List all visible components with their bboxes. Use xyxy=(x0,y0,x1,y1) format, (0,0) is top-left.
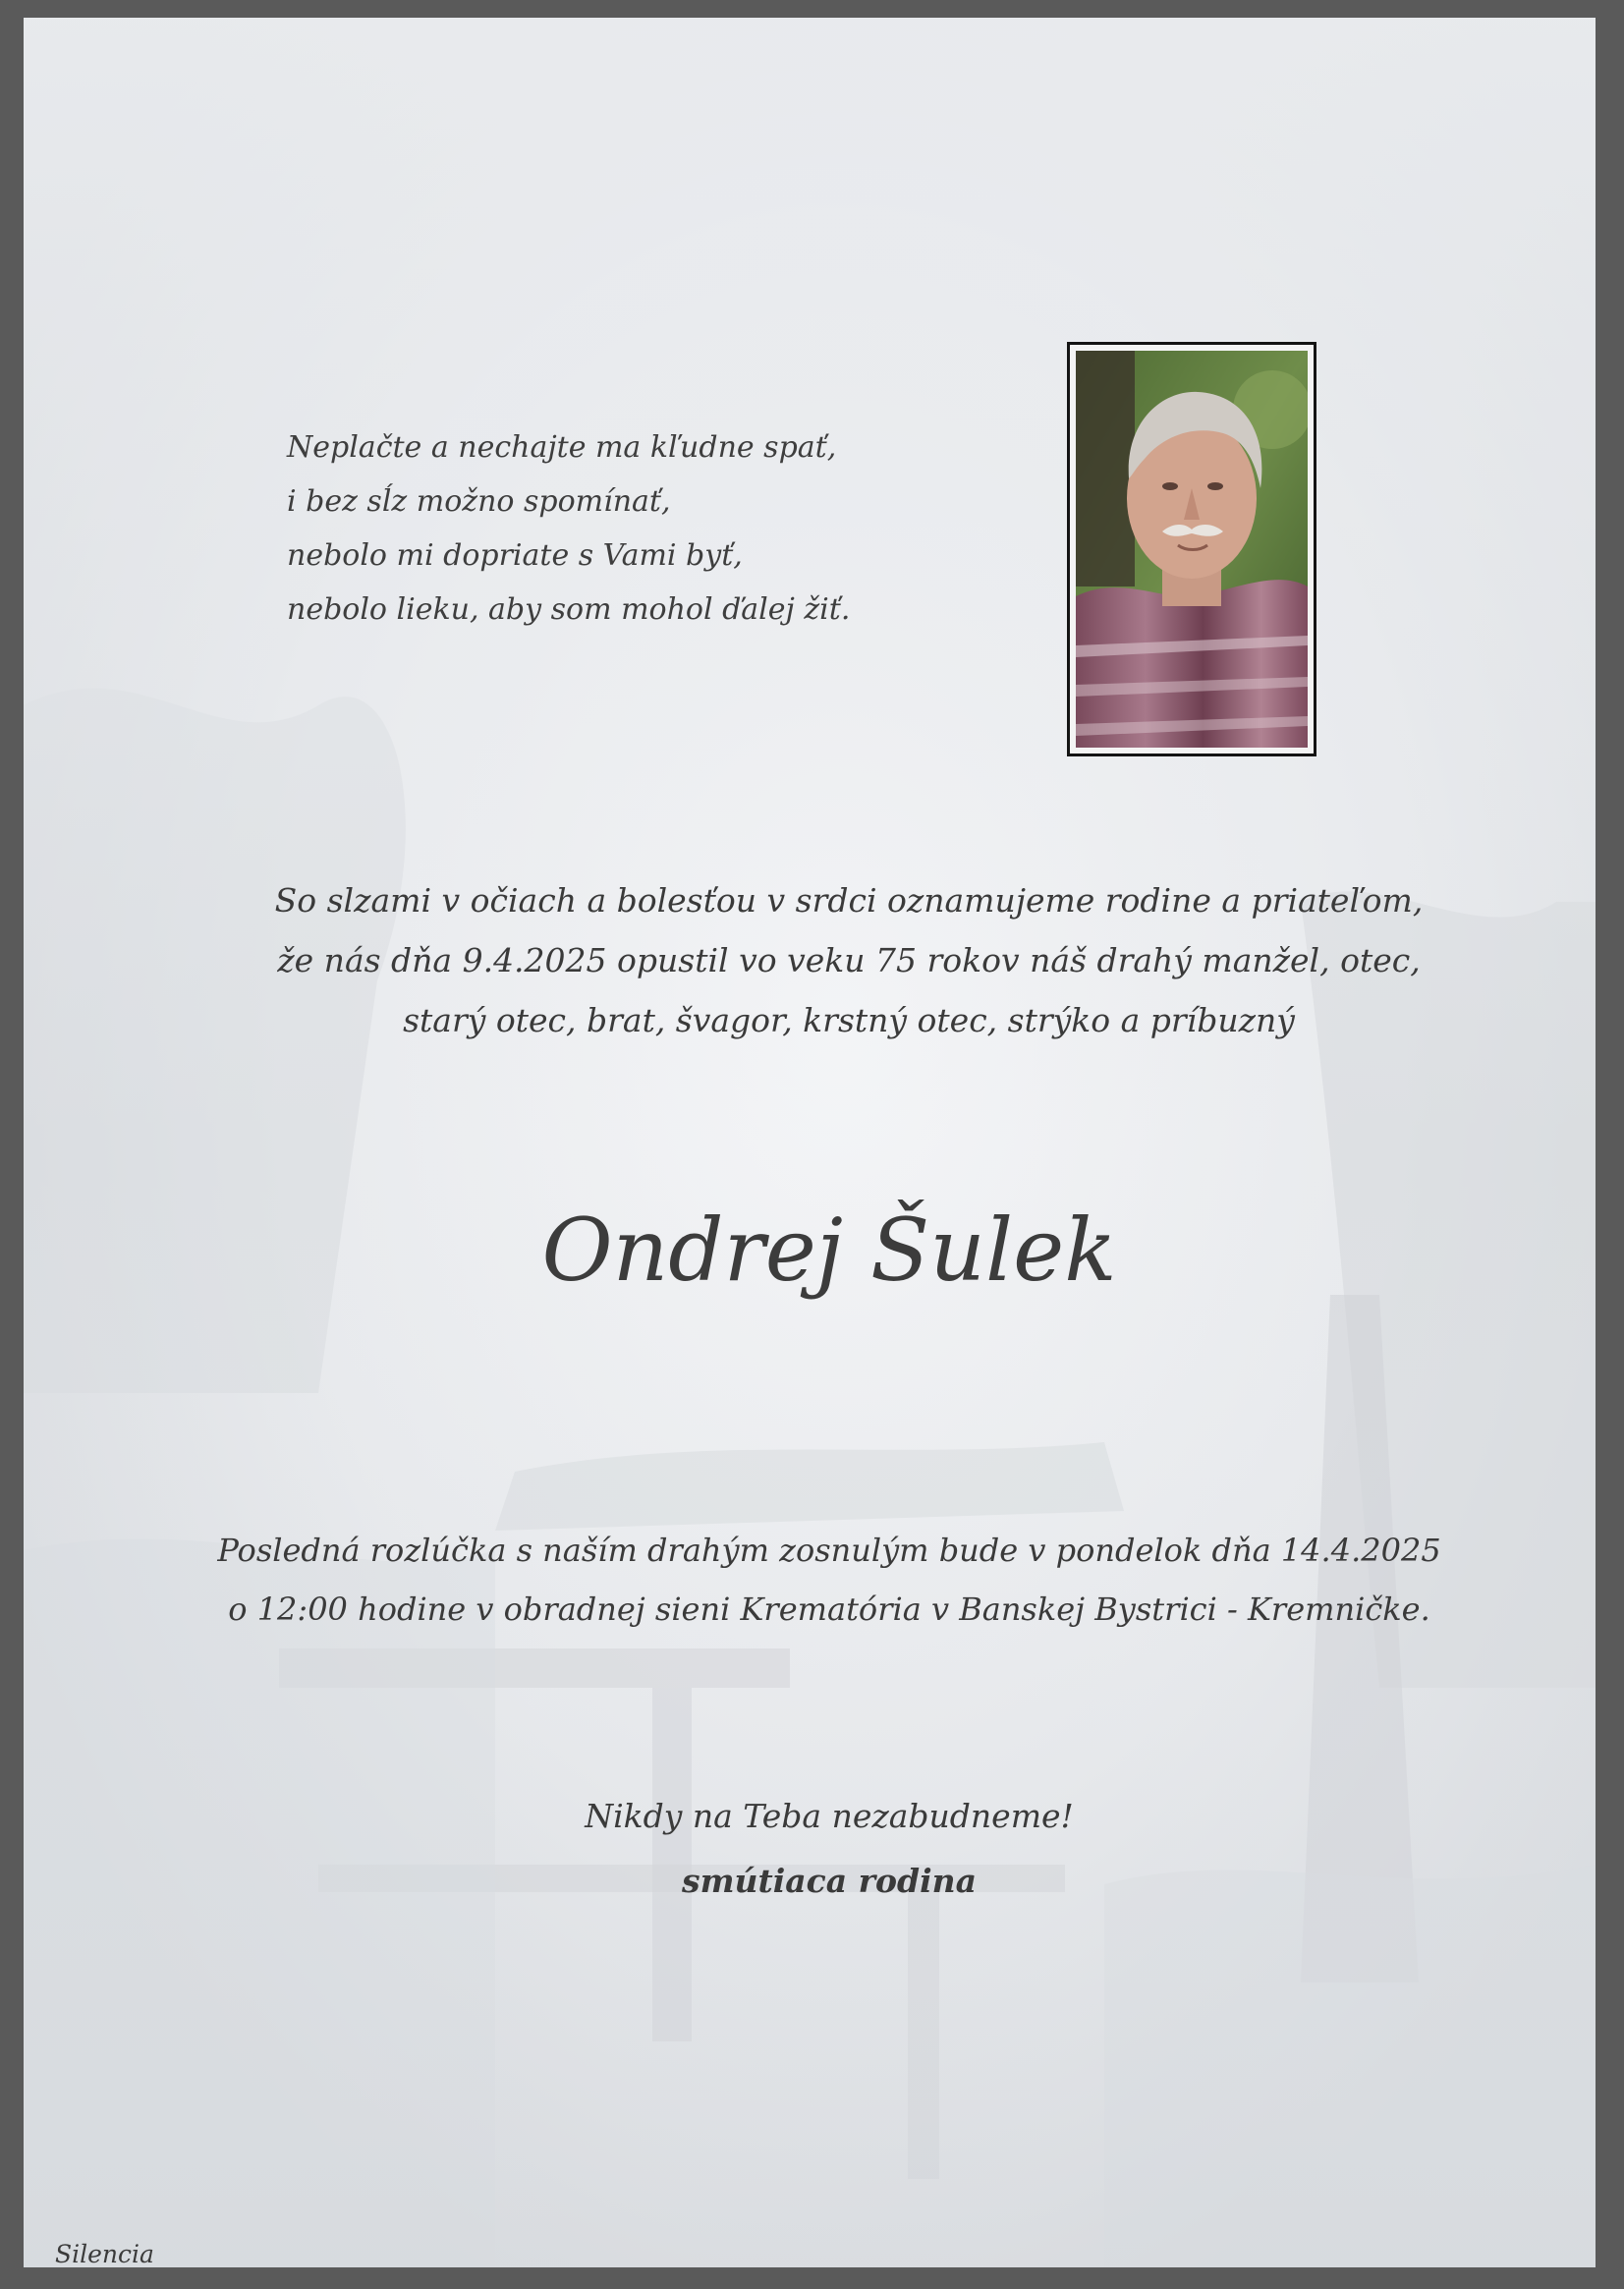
funeral-line: Posledná rozlúčka s naším drahým zosnulým bude v pondelok dňa 14.4.2025 xyxy=(217,1532,1441,1569)
poem-line: nebolo lieku, aby som mohol ďalej žiť. xyxy=(287,592,851,627)
portrait-photo xyxy=(1067,342,1316,756)
family-signature: smútiaca rodina xyxy=(682,1862,977,1900)
poem-line: i bez sĺz možno spomínať, xyxy=(287,484,671,519)
memorial-poem xyxy=(287,420,975,637)
funeral-details xyxy=(24,1521,1596,1639)
poem-line: Neplačte a nechajte ma kľudne spať, xyxy=(287,430,837,465)
deceased-name: Ondrej Šulek xyxy=(541,1200,1117,1301)
closing-block xyxy=(24,1784,1596,1914)
death-announcement xyxy=(141,870,1556,1050)
portrait-image xyxy=(1076,351,1308,748)
closing-phrase: Nikdy na Teba nezabudneme! xyxy=(585,1797,1074,1835)
background-forest-image xyxy=(24,18,1596,2267)
announcement-line: starý otec, brat, švagor, krstný otec, strýko a príbuzný xyxy=(403,1001,1295,1039)
poem-line: nebolo mi dopriate s Vami byť, xyxy=(287,538,743,573)
obituary-page xyxy=(24,18,1596,2267)
funeral-line: o 12:00 hodine v obradnej sieni Krematória v Banskej Bystrici - Kremničke. xyxy=(228,1591,1430,1628)
publisher-mark: Silencia xyxy=(55,2240,154,2267)
announcement-line: So slzami v očiach a bolesťou v srdci oznamujeme rodine a priateľom, xyxy=(274,881,1424,920)
announcement-line: že nás dňa 9.4.2025 opustil vo veku 75 rokov náš drahý manžel, otec, xyxy=(277,941,1421,979)
